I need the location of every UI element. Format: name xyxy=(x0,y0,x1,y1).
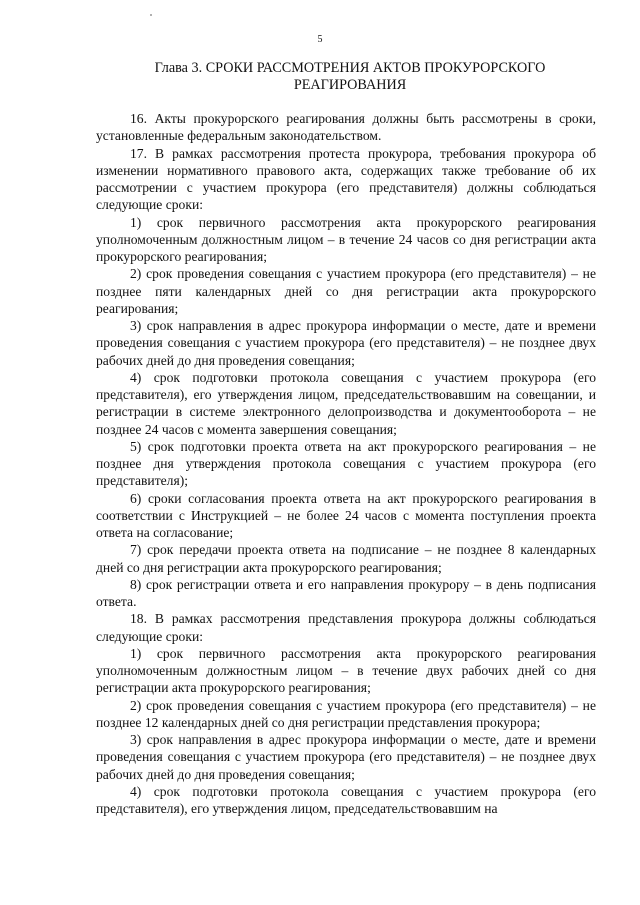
chapter-title-line-1: Глава 3. СРОКИ РАССМОТРЕНИЯ АКТОВ ПРОКУРОРСКОГО xyxy=(154,60,546,76)
paragraph-18-item-2: 2) срок проведения совещания с участием прокурора (его представителя) – не позднее 12 календарных дней со дня регистрации представления прокурора; xyxy=(96,697,596,730)
paragraph-17-item-6: 6) сроки согласования проекта ответа на акт прокурорского реагирования в соответствии с Инструкцией – не более 24 часов с момента поступления проекта ответа на согласование; xyxy=(96,490,596,540)
paragraph-17-item-2: 2) срок проведения совещания с участием прокурора (его представителя) – не позднее пяти календарных дней со дня регистрации акта прокурорского реагирования; xyxy=(96,266,596,316)
paragraph-17-item-3: 3) срок направления в адрес прокурора информации о месте, дате и времени проведения совещания с участием прокурора (его представителя) – не позднее двух рабочих дней до дня проведения совещания; xyxy=(96,318,596,368)
paragraph-17-item-4: 4) срок подготовки протокола совещания с участием прокурора (его представителя), его утверждения лицом, председательствовавшим на совещании, и регистрации в системе электронного делопроизводства и документооборота – не позднее 24 часов с момента завершения совещания; xyxy=(96,369,596,437)
paragraph-17-item-1: 1) срок первичного рассмотрения акта прокурорского реагирования уполномоченным должностным лицом – в течение 24 часов со дня регистрации акта прокурорского реагирования; xyxy=(96,214,596,264)
paragraph-17: 17. В рамках рассмотрения протеста прокурора, требования прокурора об изменении нормативного правового акта, содержащих также требование об их рассмотрении с участием прокурора (его представителя) должны соблюдаться следующие сроки: xyxy=(96,145,596,213)
paragraph-18: 18. В рамках рассмотрения представления прокурора должны соблюдаться следующие сроки: xyxy=(96,611,596,644)
chapter-title xyxy=(120,60,580,94)
paragraph-18-item-4: 4) срок подготовки протокола совещания с участием прокурора (его представителя), его утверждения лицом, председательствовавшим на xyxy=(96,783,596,816)
paragraph-17-item-7: 7) срок передачи проекта ответа на подписание – не позднее 8 календарных дней со дня регистрации акта прокурорского реагирования; xyxy=(96,542,596,575)
paragraph-16: 16. Акты прокурорского реагирования должны быть рассмотрены в сроки, установленные федеральным законодательством. xyxy=(96,111,596,144)
paragraph-17-item-8: 8) срок регистрации ответа и его направления прокурору – в день подписания ответа. xyxy=(96,576,596,609)
scan-speck xyxy=(150,14,152,16)
page-number: 5 xyxy=(317,34,323,45)
paragraph-17-item-5: 5) срок подготовки проекта ответа на акт прокурорского реагирования – не позднее дня утверждения протокола совещания с участием прокурора (его представителя); xyxy=(96,438,596,489)
paragraph-18-item-1: 1) срок первичного рассмотрения акта прокурорского реагирования уполномоченным должностным лицом – в течение двух рабочих дней со дня регистрации акта прокурорского реагирования; xyxy=(96,645,596,696)
body-text xyxy=(96,110,596,817)
paragraph-18-item-3: 3) срок направления в адрес прокурора информации о месте, дате и времени проведения совещания с участием прокурора (его представителя) – не позднее двух рабочих дней до дня проведения совещания; xyxy=(96,732,596,782)
chapter-title-line-2: РЕАГИРОВАНИЯ xyxy=(293,77,407,93)
